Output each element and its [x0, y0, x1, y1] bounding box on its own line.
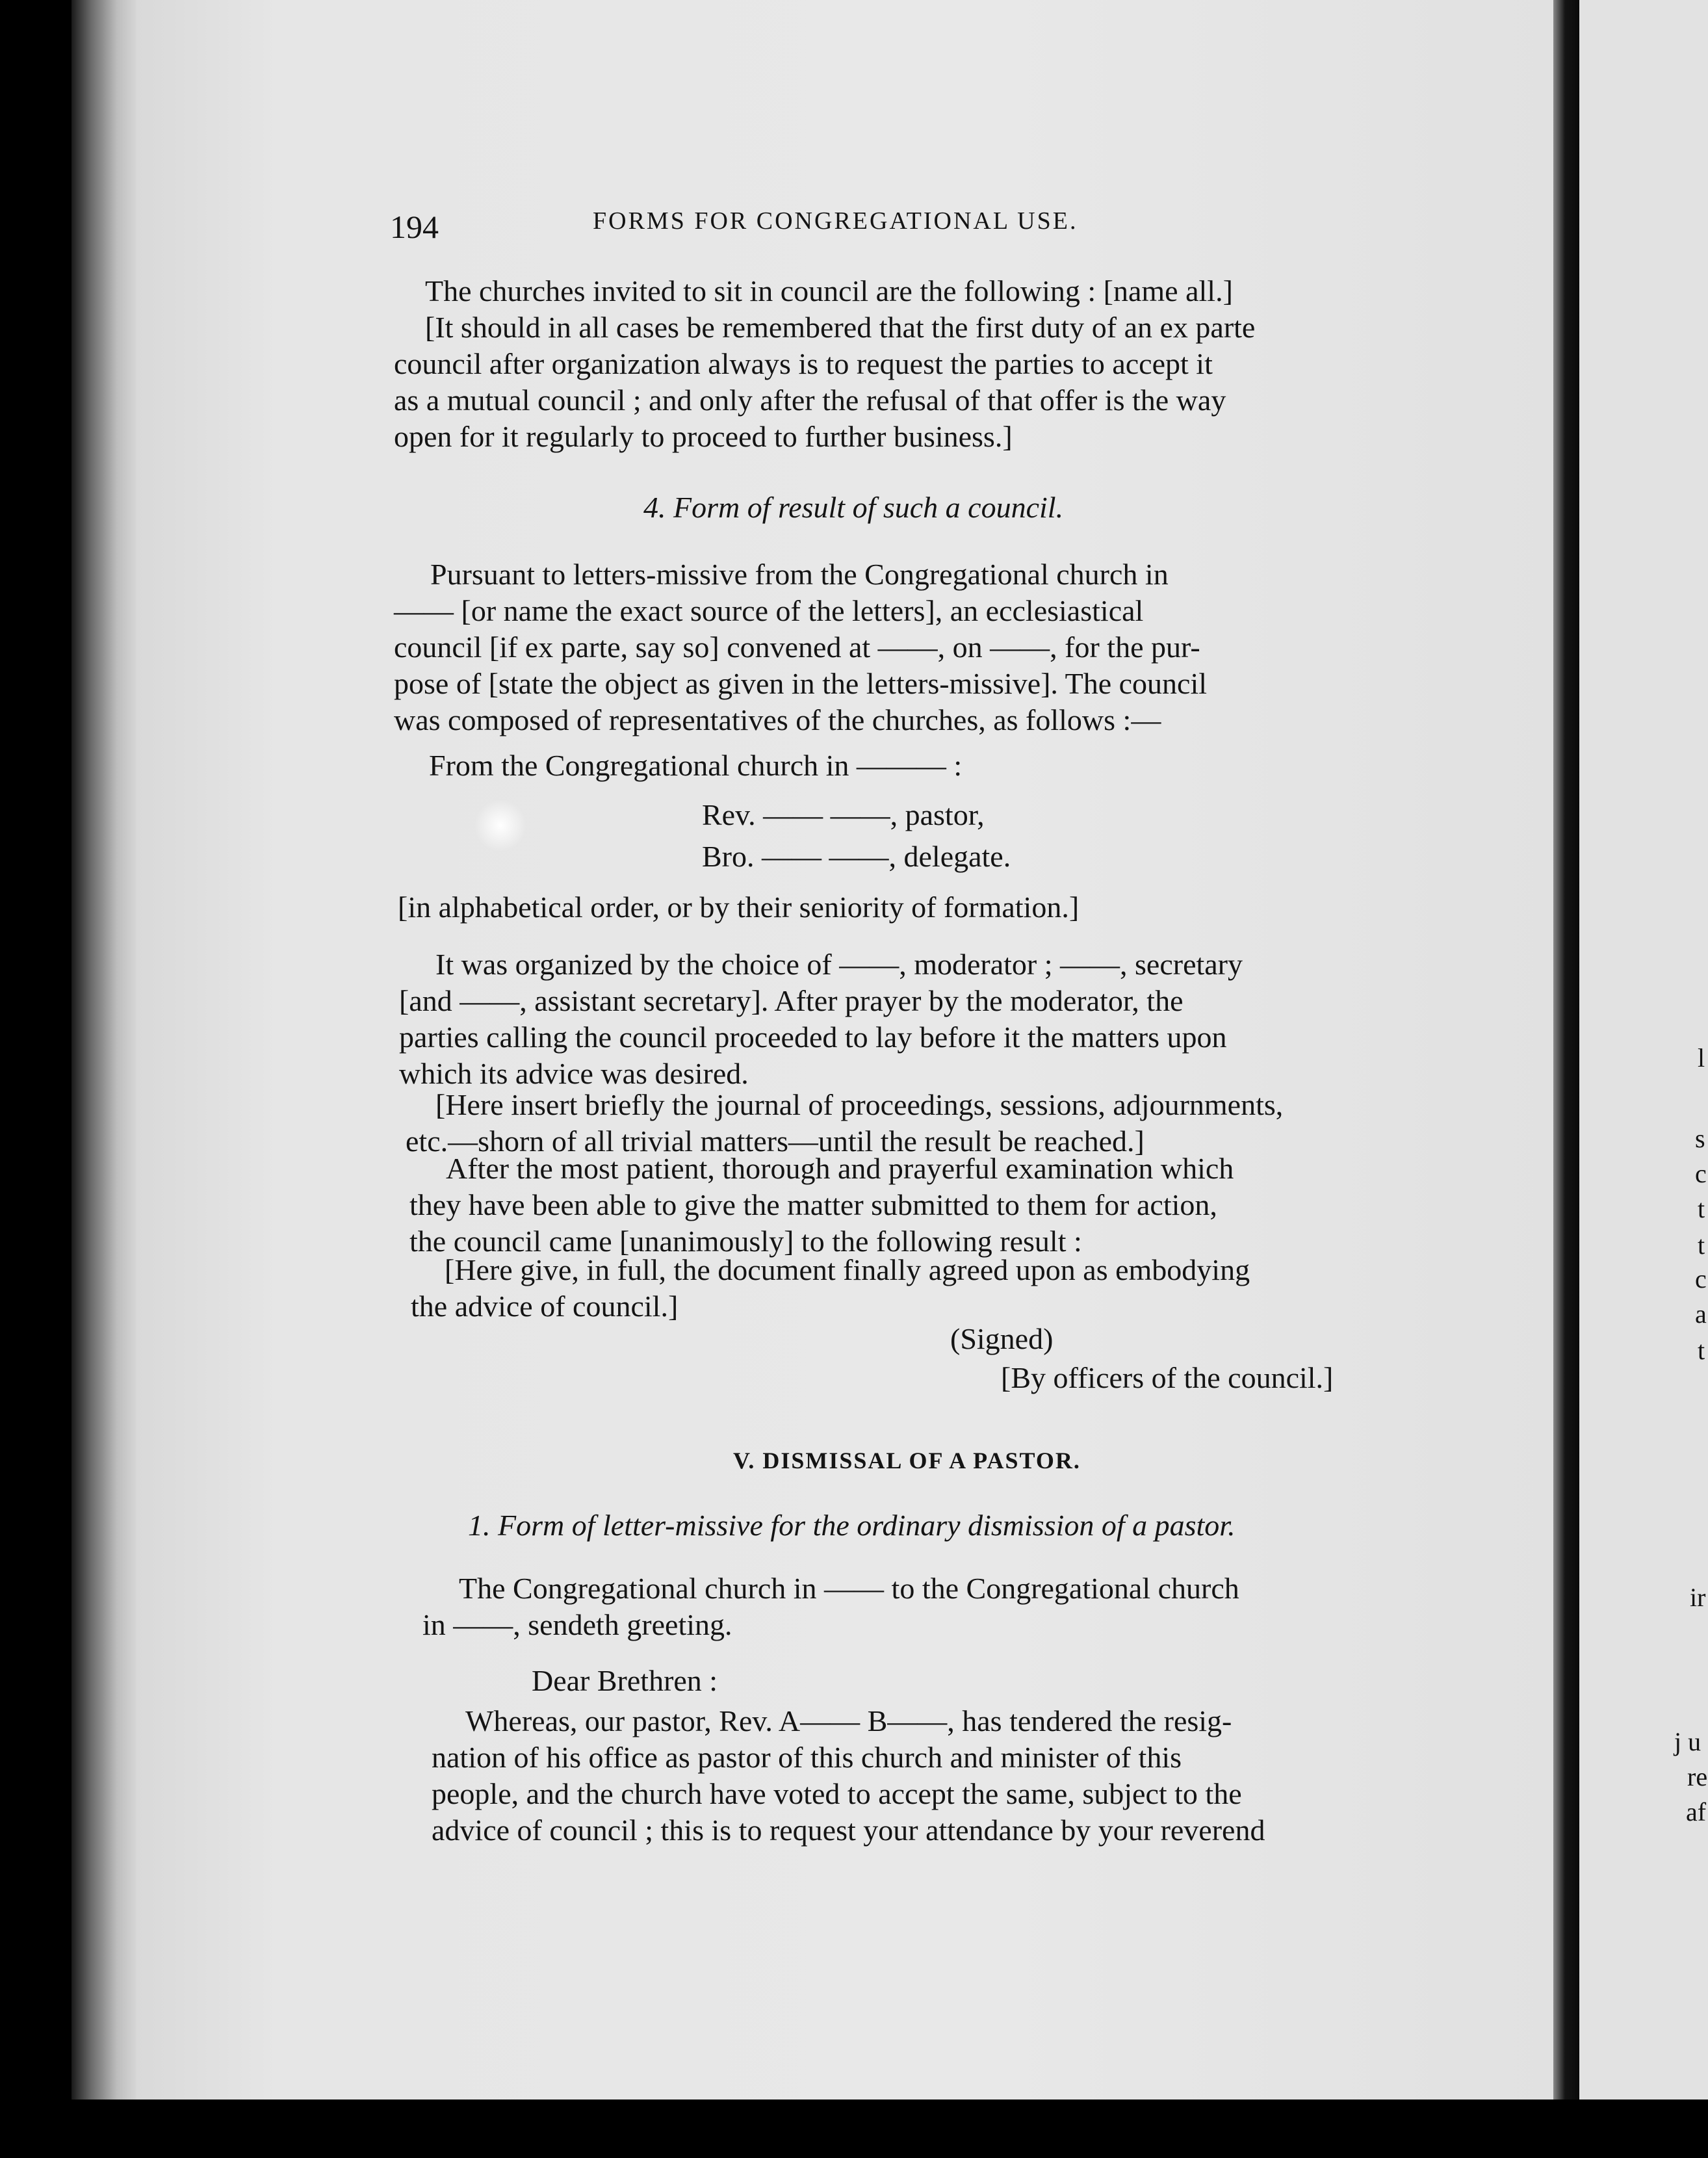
facing-fragment: af: [1686, 1797, 1707, 1826]
whereas-paragraph: [432, 1703, 1265, 1849]
facing-fragment: t: [1698, 1230, 1705, 1260]
bro-line: Bro. —— ——, delegate.: [702, 840, 1011, 873]
facing-fragment: a: [1695, 1299, 1707, 1329]
facing-fragment: re: [1687, 1762, 1708, 1791]
page-number: 194: [390, 209, 439, 245]
text-line: Pursuant to letters-missive from the Congregational church in: [430, 558, 1169, 591]
text-line: After the most patient, thorough and prayerful examination which: [446, 1152, 1234, 1185]
facing-fragment: l: [1698, 1043, 1705, 1072]
text-line: they have been able to give the matter submitted to them for action,: [409, 1188, 1217, 1221]
text-line: open for it regularly to proceed to further business.]: [394, 420, 1013, 453]
text-line: advice of council ; this is to request your attendance by your reverend: [432, 1814, 1265, 1847]
signed-by: [By officers of the council.]: [1001, 1361, 1334, 1394]
text-line: council after organization always is to request the parties to accept it: [394, 347, 1213, 380]
text-line: pose of [state the object as given in the letters-missive]. The council: [394, 667, 1208, 700]
text-line: the advice of council.]: [411, 1290, 679, 1323]
greeting-paragraph: [422, 1570, 1239, 1643]
text-line: [Here insert briefly the journal of proceedings, sessions, adjournments,: [435, 1088, 1284, 1121]
facing-fragment: ir: [1690, 1583, 1706, 1612]
text-line: [Here give, in full, the document finally agreed upon as embodying: [445, 1253, 1250, 1286]
text-line: council [if ex parte, say so] convened at ——, on ——, for the pur-: [394, 630, 1200, 664]
text-line: nation of his office as pastor of this church and minister of this: [432, 1741, 1182, 1774]
facing-fragment: c: [1695, 1159, 1707, 1188]
facing-fragment: c: [1695, 1264, 1707, 1294]
text-line: [and ——, assistant secretary]. After prayer by the moderator, the: [399, 984, 1184, 1017]
text-line: as a mutual council ; and only after the refusal of that offer is the way: [394, 384, 1226, 417]
salutation: Dear Brethren :: [532, 1664, 718, 1697]
rev-line: Rev. —— ——, pastor,: [702, 798, 985, 831]
section-heading: 4. Form of result of such a council.: [643, 491, 1064, 524]
book-gutter: [1553, 0, 1579, 2158]
text-line: parties calling the council proceeded to lay before it the matters upon: [399, 1020, 1227, 1054]
section-v-heading: V. DISMISSAL OF A PASTOR.: [733, 1448, 1081, 1474]
text-line: in ——, sendeth greeting.: [422, 1608, 732, 1641]
signed-label: (Signed): [950, 1322, 1054, 1355]
organized-paragraph: [399, 946, 1243, 1092]
intro-paragraph: [394, 273, 1255, 455]
section-v-subheading: 1. Form of letter-missive for the ordinary dismission of a pastor.: [468, 1509, 1236, 1542]
text-line: people, and the church have voted to accept the same, subject to the: [432, 1777, 1242, 1810]
text-line: —— [or name the exact source of the letters], an ecclesiastical: [394, 594, 1144, 627]
scan-bottom-border: [0, 2100, 1708, 2158]
facing-fragment: s: [1695, 1124, 1705, 1153]
text-line: was composed of representatives of the churches, as follows :—: [394, 703, 1161, 736]
scan-smudge: [474, 800, 526, 852]
facing-fragment: t: [1698, 1194, 1705, 1223]
text-line: Whereas, our pastor, Rev. A—— B——, has tendered the resig-: [465, 1704, 1232, 1737]
document-paragraph: [411, 1252, 1250, 1325]
facing-fragment: j u: [1674, 1727, 1702, 1756]
text-line: [It should in all cases be remembered that the first duty of an ex parte: [425, 311, 1256, 344]
text-line: The Congregational church in —— to the Congregational church: [459, 1572, 1239, 1605]
order-line: [in alphabetical order, or by their seniority of formation.]: [398, 890, 1080, 924]
text-line: which its advice was desired.: [399, 1057, 749, 1090]
facing-fragment: t: [1698, 1336, 1705, 1365]
text-line: etc.—shorn of all trivial matters—until the result be reached.]: [406, 1124, 1145, 1158]
examination-paragraph: [409, 1150, 1234, 1260]
journal-paragraph: [406, 1087, 1283, 1160]
facing-page: [1579, 0, 1708, 2158]
text-line: the council came [unanimously] to the following result :: [409, 1225, 1082, 1258]
text-line: The churches invited to sit in council are the following : [name all.]: [425, 274, 1233, 307]
running-title: FORMS FOR CONGREGATIONAL USE.: [593, 207, 1078, 235]
result-paragraph: [394, 556, 1207, 738]
text-line: It was organized by the choice of ——, moderator ; ——, secretary: [435, 948, 1243, 981]
from-line: From the Congregational church in ——— :: [429, 749, 963, 782]
book-left-edge: [71, 0, 136, 2158]
